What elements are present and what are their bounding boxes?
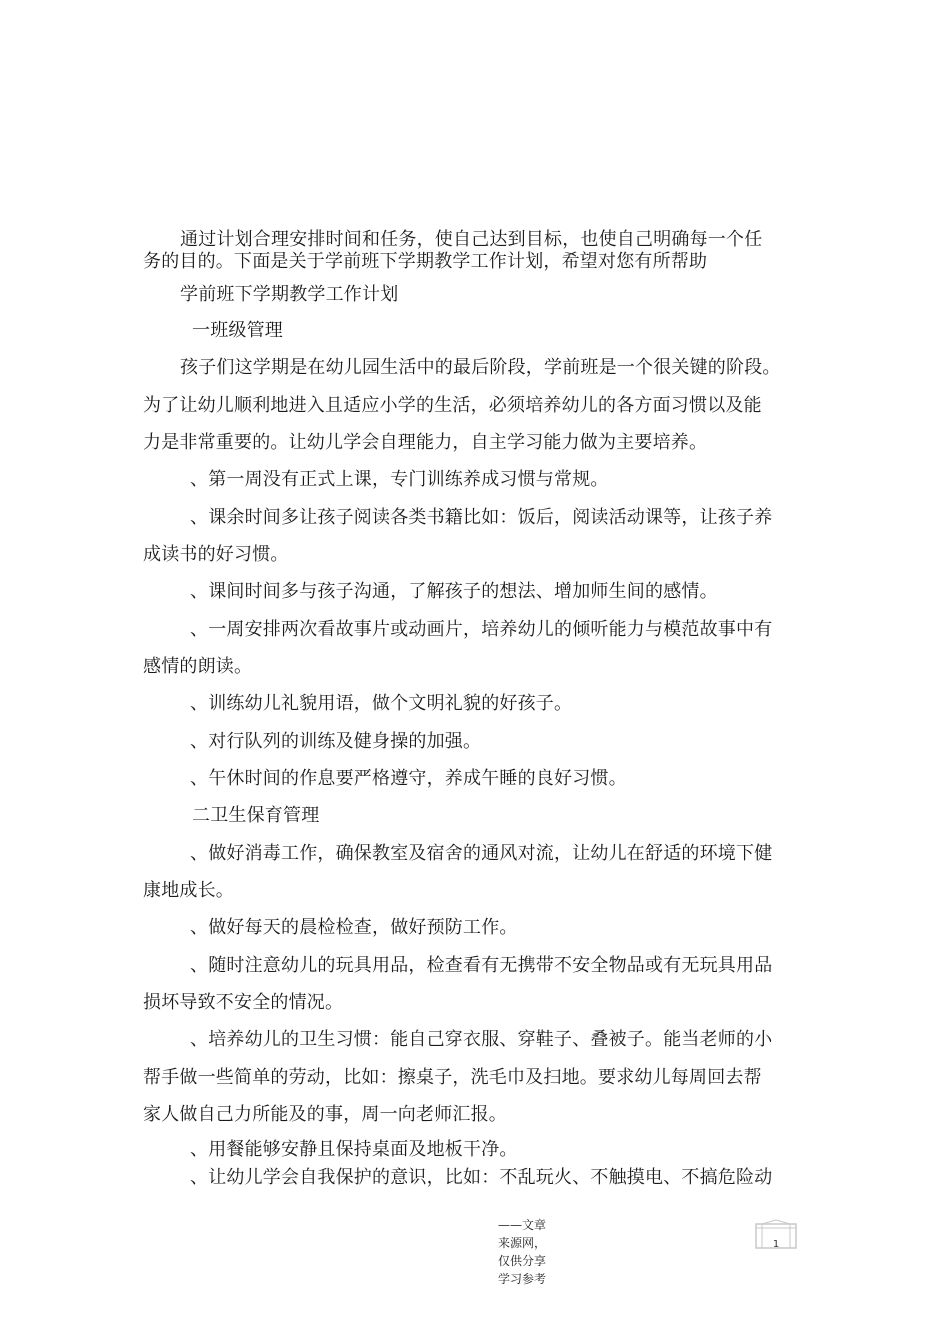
list-item: 、做好消毒工作，确保教室及宿舍的通风对流，让幼儿在舒适的环境下健	[190, 843, 773, 864]
paragraph-line: 孩子们这学期是在幼儿园生活中的最后阶段，学前班是一个很关键的阶段。	[180, 357, 781, 378]
section-heading-class-management: 一班级管理	[192, 320, 283, 341]
list-item-continuation: 成读书的好习惯。	[143, 544, 289, 565]
list-item: 、第一周没有正式上课，专门训练养成习惯与常规。	[190, 469, 609, 490]
paragraph-line: 力是非常重要的。让幼儿学会自理能力，自主学习能力做为主要培养。	[143, 432, 708, 453]
list-item: 、培养幼儿的卫生习惯：能自己穿衣服、穿鞋子、叠被子。能当老师的小	[190, 1029, 773, 1050]
list-item: 、用餐能够安静且保持桌面及地板干净。	[190, 1139, 518, 1160]
list-item: 、课余时间多让孩子阅读各类书籍比如：饭后，阅读活动课等，让孩子养	[190, 507, 773, 528]
section-heading-hygiene-management: 二卫生保育管理	[192, 805, 320, 826]
page-number-badge	[754, 1218, 798, 1252]
list-item: 、随时注意幼儿的玩具用品，检查看有无携带不安全物品或有无玩具用品	[190, 955, 773, 976]
list-item: 、课间时间多与孩子沟通，了解孩子的想法、增加师生间的感情。	[190, 581, 718, 602]
intro-paragraph-line: 务的目的。下面是关于学前班下学期教学工作计划，希望对您有所帮助	[143, 251, 708, 272]
list-item: 、训练幼儿礼貌用语，做个文明礼貌的好孩子。	[190, 693, 573, 714]
list-item-continuation: 感情的朗读。	[143, 656, 253, 677]
page-frame-icon	[754, 1218, 798, 1252]
list-item-continuation: 家人做自己力所能及的事，周一向老师汇报。	[143, 1104, 507, 1125]
list-item: 、一周安排两次看故事片或动画片，培养幼儿的倾听能力与模范故事中有	[190, 619, 773, 640]
list-item: 、对行队列的训练及健身操的加强。	[190, 731, 482, 752]
list-item: 、做好每天的晨检检查，做好预防工作。	[190, 917, 518, 938]
list-item: 、让幼儿学会自我保护的意识，比如：不乱玩火、不触摸电、不搞危险动	[190, 1167, 773, 1188]
list-item-continuation: 康地成长。	[143, 880, 234, 901]
list-item-continuation: 损坏导致不安全的情况。	[143, 992, 344, 1013]
list-item: 、午休时间的作息要严格遵守，养成午睡的良好习惯。	[190, 768, 627, 789]
page-number: 1	[772, 1239, 780, 1250]
list-item-continuation: 帮手做一些简单的劳动，比如：擦桌子，洗毛巾及扫地。要求幼儿每周回去帮	[143, 1067, 762, 1088]
paragraph-line: 为了让幼儿顺利地进入且适应小学的生活，必须培养幼儿的各方面习惯以及能	[143, 395, 762, 416]
document-title: 学前班下学期教学工作计划	[180, 284, 399, 305]
intro-paragraph-line: 通过计划合理安排时间和任务，使自己达到目标，也使自己明确每一个任	[180, 229, 763, 250]
source-note: ——文章来源网，仅供分享学习参考	[498, 1218, 547, 1286]
